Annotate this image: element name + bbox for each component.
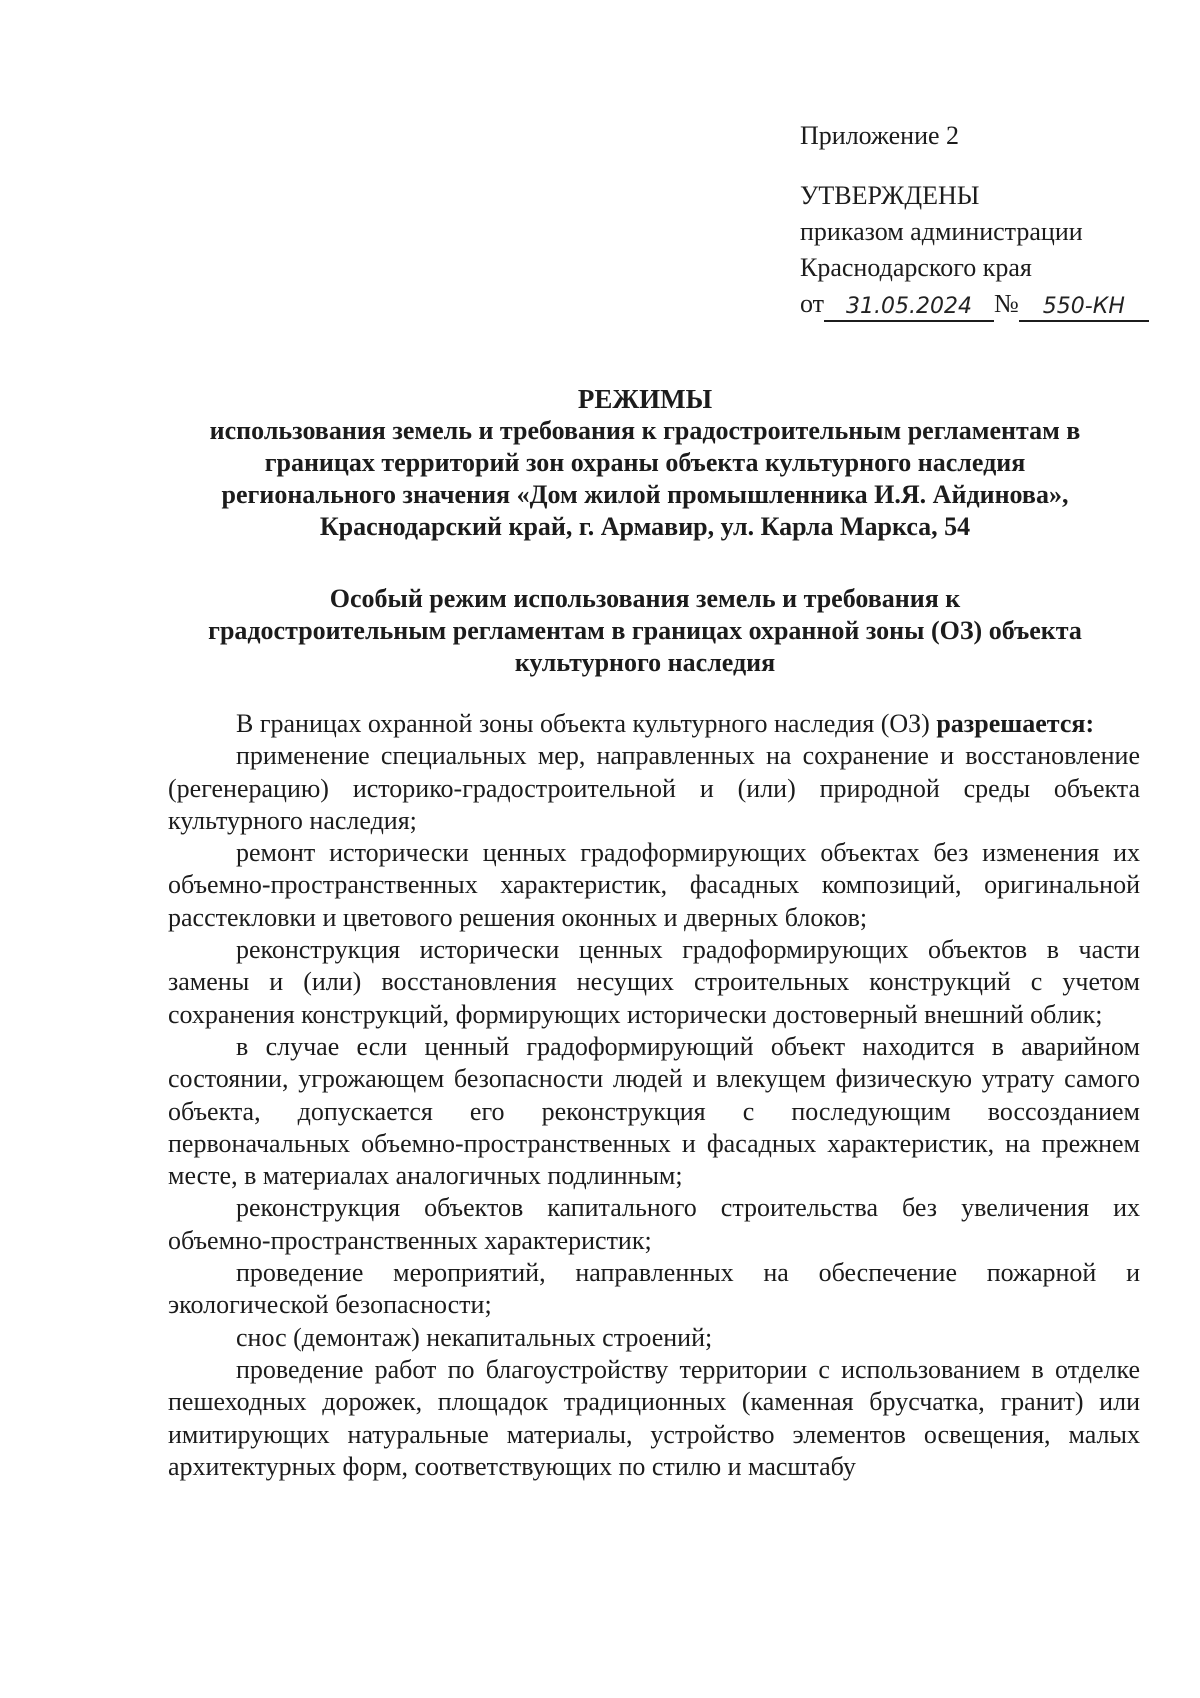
appendix-label: Приложение 2	[800, 121, 960, 150]
order-line-1: приказом администрации	[800, 217, 1083, 246]
title-line: использования земель и требования к градостроительным регламентам в	[209, 416, 1081, 445]
body-text	[168, 708, 1140, 1483]
section-heading-line: Особый режим использования земель и требования к	[329, 584, 961, 613]
section-heading-line: градостроительным регламентам в границах охранной зоны (ОЗ) объекта	[208, 616, 1082, 645]
section-heading-line: культурного наследия	[514, 648, 776, 677]
list-item: ремонт исторически ценных градоформирующих объектах без изменения их объемно-пространственных характеристик, фасадных композиций, оригинальной расстекловки и цветового решения оконных и дверных блоков;	[168, 838, 1140, 932]
title-main: РЕЖИМЫ	[577, 384, 713, 414]
intro-bold: разрешается:	[936, 709, 1095, 738]
list-item: проведение мероприятий, направленных на обеспечение пожарной и экологической безопасности;	[168, 1258, 1140, 1320]
intro-paragraph	[168, 708, 1140, 740]
document-title	[150, 383, 1140, 543]
number-prefix: №	[994, 289, 1019, 318]
handwritten-date: 31.05.2024	[824, 294, 994, 322]
list-item: применение специальных мер, направленных на сохранение и восстановление (регенерацию) историко-градостроительной и (или) природной среды объекта культурного наследия;	[168, 741, 1140, 835]
approved-label: УТВЕРЖДЕНЫ	[800, 181, 980, 210]
list-item: проведение работ по благоустройству территории с использованием в отделке пешеходных дорожек, площадок традиционных (каменная брусчатка, гранит) или имитирующих натуральные материалы, устройство элементов освещения, малых архитектурных форм, соответствующих по стилю и масштабу	[168, 1354, 1140, 1481]
title-line: Краснодарский край, г. Армавир, ул. Карла Маркса, 54	[319, 512, 971, 541]
intro-text: В границах охранной зоны объекта культурного наследия (ОЗ)	[236, 709, 930, 738]
date-number-line	[800, 286, 1180, 322]
list-item: реконструкция объектов капитального строительства без увеличения их объемно-пространственных характеристик;	[168, 1193, 1140, 1255]
title-line: регионального значения «Дом жилой промышленника И.Я. Айдинова»,	[221, 480, 1069, 509]
section-heading	[150, 583, 1140, 679]
list-item: в случае если ценный градоформирующий объект находится в аварийном состоянии, угрожающем безопасности людей и влекущем физическую утрату самого объекта, допускается его реконструкция с последующим воссозданием первоначальных объемно-пространственных и фасадных характеристик, на прежнем месте, в материалах аналогичных подлинным;	[168, 1031, 1140, 1191]
approval-block	[800, 118, 1180, 322]
title-line: границах территорий зон охраны объекта культурного наследия	[264, 448, 1026, 477]
list-item: снос (демонтаж) некапитальных строений;	[236, 1322, 713, 1352]
order-line-2: Краснодарского края	[800, 253, 1032, 282]
date-prefix: от	[800, 289, 825, 318]
handwritten-number: 550-КН	[1019, 294, 1149, 322]
list-item: реконструкция исторически ценных градоформирующих объектов в части замены и (или) восстановления несущих строительных конструкций с учетом сохранения конструкций, формирующих исторически достоверный внешний облик;	[168, 935, 1140, 1029]
